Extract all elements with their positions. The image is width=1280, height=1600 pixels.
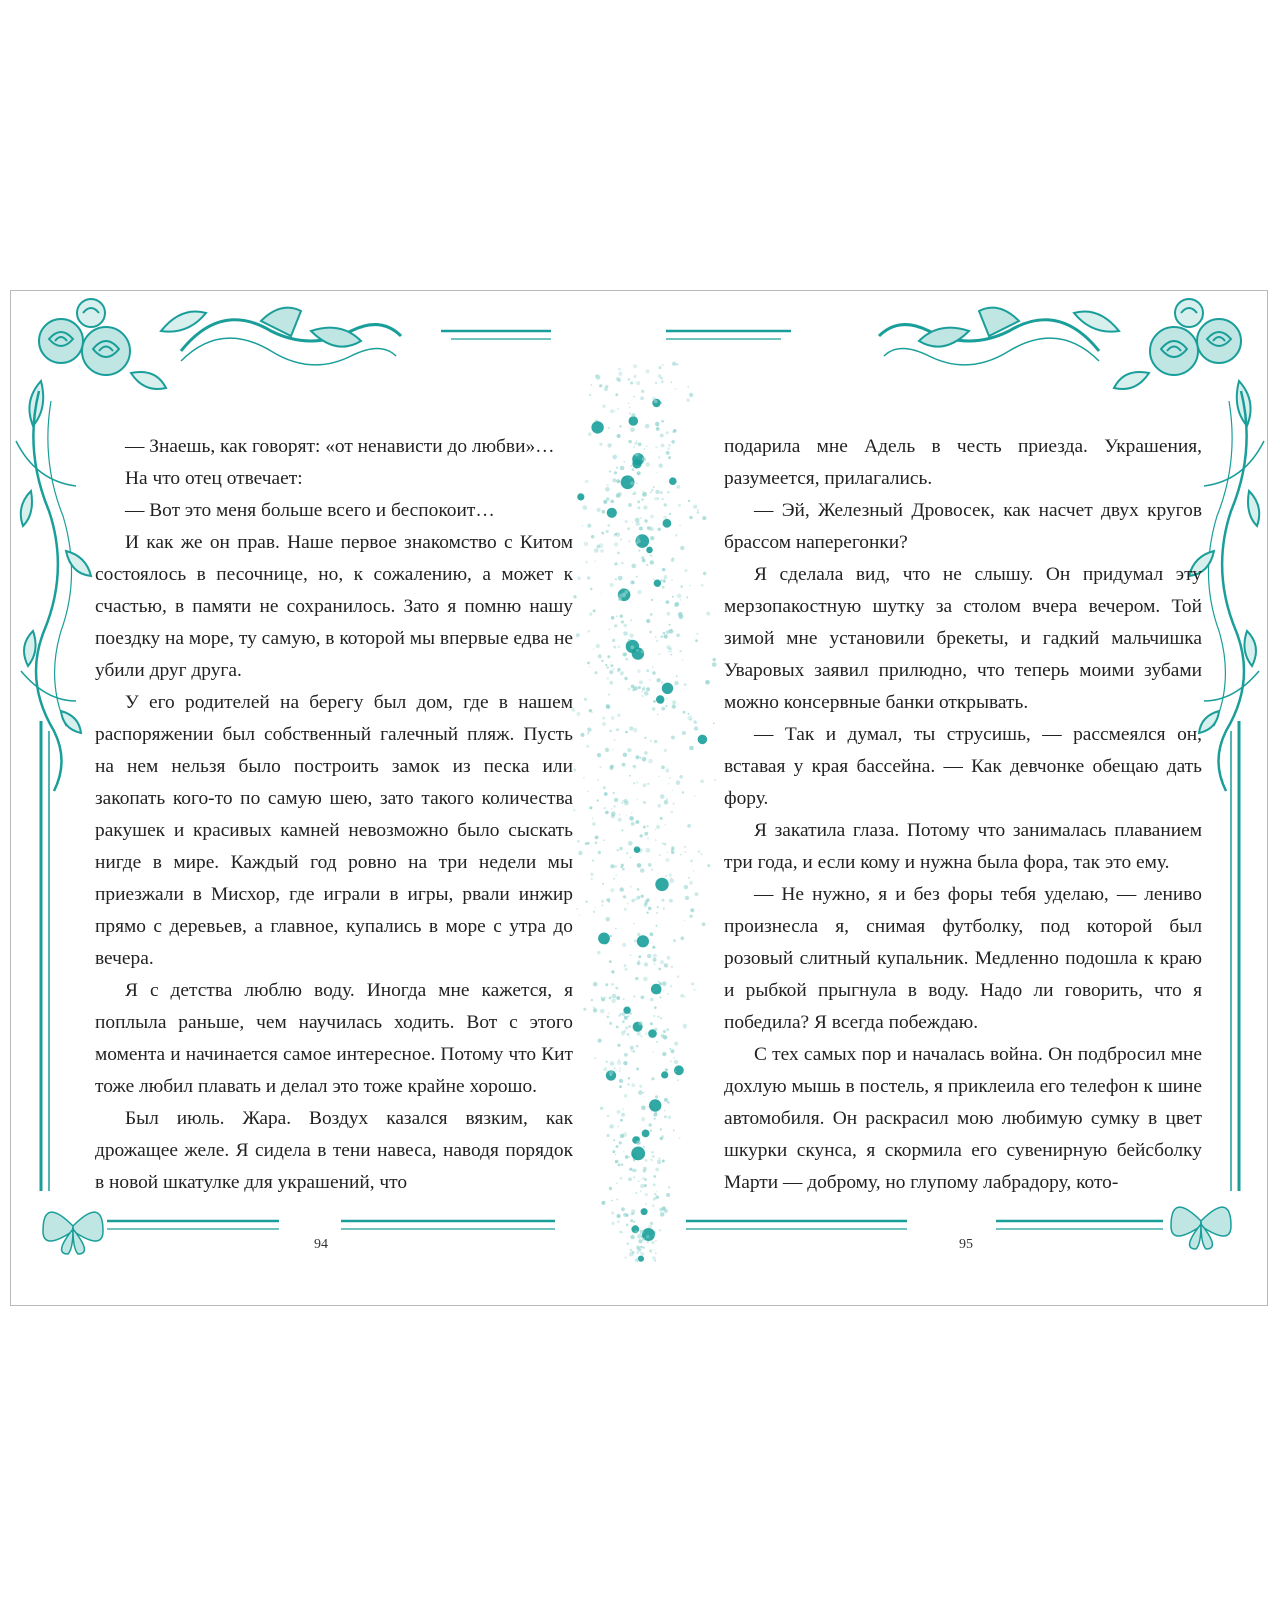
paragraph: У его родителей на берегу был дом, где в нашем распоряжении был собственный галечный пляж. Пусть на нем нельзя было построить замок из песка или закопать кого-то по самую шею, зато такого количества ракушек и красивых камней невозможно было сыскать нигде в мире. Каждый год ровно на три недели мы приезжали в Мисхор, где играли в игры, рвали инжир прямо с деревьев, а главное, купались в море с утра до вечера. [95, 692, 573, 969]
paragraph: На что отец отвечает: [125, 468, 303, 489]
paragraph: подарила мне Адель в честь приезда. Украшения, разумеется, прилагались. [724, 436, 1202, 489]
paragraph: И как же он прав. Наше первое знакомство с Китом состоялось в песочнице, но, к сожалению, а может к счастью, в памяти не сохранилось. Зато я помню нашу поездку на море, ту самую, в которой мы впервые едва не убили друг друга. [95, 532, 573, 681]
paragraph: — Вот это меня больше всего и беспокоит… [125, 500, 495, 521]
paragraph: — Эй, Железный Дровосек, как насчет двух кругов брассом наперегонки? [724, 500, 1202, 553]
left-page-text [95, 431, 573, 1199]
paint-splatter-icon [564, 362, 716, 1263]
paragraph: Я сделала вид, что не слышу. Он придумал эту мерзопакостную шутку за столом вчера вечером. Той зимой мне установили брекеты, и гадкий мальчишка Уваровых заявил прилюдно, что теперь моими зубами можно консервные банки открывать. [724, 564, 1202, 713]
paragraph: — Знаешь, как говорят: «от ненависти до любви»… [125, 436, 555, 457]
paragraph: Был июль. Жара. Воздух казался вязким, как дрожащее желе. Я сидела в тени навеса, наводя порядок в новой шкатулке для украшений, что [95, 1108, 573, 1193]
paragraph: Я с детства люблю воду. Иногда мне кажется, я поплыла раньше, чем научилась ходить. Вот с этого момента и начинается самое интересное. Потому что Кит тоже любил плавать и делал это тоже крайне хорошо. [95, 980, 573, 1097]
paragraph: Я закатила глаза. Потому что занималась плаванием три года, и если кому и нужна была фора, так это ему. [724, 820, 1202, 873]
paragraph: С тех самых пор и началась война. Он подбросил мне дохлую мышь в постель, я приклеила его телефон к шине автомобиля. Он раскрасил мою любимую сумку в цвет шкурки скунса, я скормила его сувенирную бейсболку Марти — доброму, но глупому лабрадору, кото- [724, 1044, 1202, 1193]
page-number-right: 95 [959, 1237, 973, 1252]
butterfly-icon [1171, 1207, 1231, 1249]
paragraph: — Не нужно, я и без форы тебя уделаю, — лениво произнесла я, снимая футболку, под которой был розовый слитный купальник. Медленно подошла к краю и рыбкой прыгнула в воду. Надо ли говорить, что я победила? Я всегда побеждаю. [724, 884, 1202, 1033]
page-number-left: 94 [314, 1237, 328, 1252]
paragraph: — Так и думал, ты струсишь, — рассмеялся он, вставая у края бассейна. — Как девчонке обещаю дать фору. [724, 724, 1202, 809]
right-page-text [724, 431, 1202, 1199]
book-spread [10, 290, 1268, 1306]
butterfly-icon [43, 1212, 103, 1254]
